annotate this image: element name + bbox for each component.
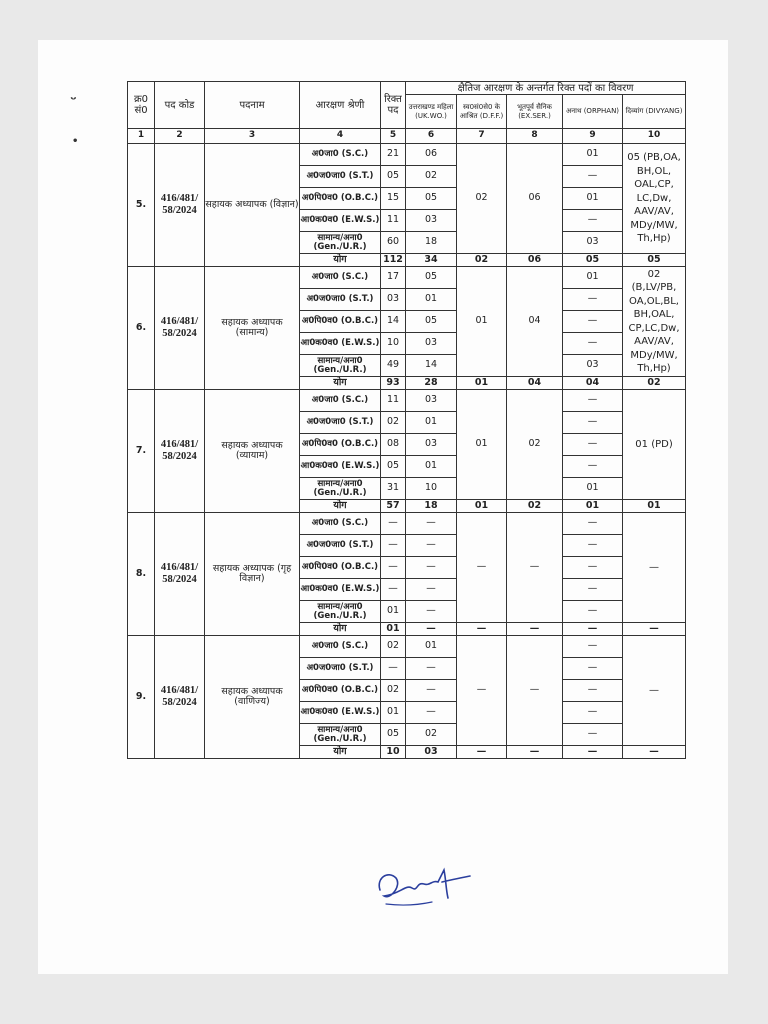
post-code: 416/481/ 58/2024 [155, 636, 205, 759]
col-number: 2 [155, 129, 205, 144]
table-row [128, 513, 686, 535]
post-designation: सहायक अध्यापक (गृह विज्ञान) [205, 513, 300, 636]
category-label: अ0जा0 (S.C.) [300, 144, 381, 166]
uk-wo-count: 05 [406, 188, 457, 210]
total-uk-wo: 28 [406, 377, 457, 390]
col-number: 3 [205, 129, 300, 144]
header-designation: पदनाम [205, 82, 300, 129]
vacant-count: — [381, 658, 406, 680]
total-label: योग [300, 254, 381, 267]
total-uk-wo: 03 [406, 746, 457, 759]
divyang-count: 02 (B,LV/PB, OA,OL,BL, BH,OAL, CP,LC,Dw, AAV/AV, MDy/MW, Th,Hp) [623, 267, 686, 377]
total-divyang: 02 [623, 377, 686, 390]
header-orphan: अनाथ (ORPHAN) [563, 95, 623, 129]
uk-wo-count: 03 [406, 390, 457, 412]
vacant-count: — [381, 513, 406, 535]
total-exser: — [507, 623, 563, 636]
category-label: अ0ज0जा0 (S.T.) [300, 412, 381, 434]
post-sno: 7. [128, 390, 155, 513]
uk-wo-count: 01 [406, 412, 457, 434]
divyang-count: — [623, 513, 686, 623]
post-sno: 6. [128, 267, 155, 390]
total-label: योग [300, 623, 381, 636]
exser-count: — [507, 513, 563, 623]
category-label: सामान्य/अना0 (Gen./U.R.) [300, 724, 381, 746]
orphan-count: — [563, 702, 623, 724]
category-label: अ0पि0व0 (O.B.C.) [300, 557, 381, 579]
post-code: 416/481/ 58/2024 [155, 390, 205, 513]
post-code: 416/481/ 58/2024 [155, 267, 205, 390]
header-horizontal-title: क्षैतिज आरक्षण के अन्तर्गत रिक्त पदों का विवरण [406, 82, 686, 95]
total-divyang: 05 [623, 254, 686, 267]
category-label: आ0क0व0 (E.W.S.) [300, 210, 381, 232]
orphan-count: — [563, 557, 623, 579]
uk-wo-count: 01 [406, 289, 457, 311]
total-uk-wo: — [406, 623, 457, 636]
header-post-code: पद कोड [155, 82, 205, 129]
orphan-count: — [563, 535, 623, 557]
orphan-count: — [563, 434, 623, 456]
total-label: योग [300, 746, 381, 759]
table-row [128, 267, 686, 289]
signature [372, 856, 492, 912]
category-label: अ0पि0व0 (O.B.C.) [300, 311, 381, 333]
uk-wo-count: 03 [406, 210, 457, 232]
header-exser: भूतपूर्व सैनिक (EX.SER.) [507, 95, 563, 129]
vacant-count: 03 [381, 289, 406, 311]
orphan-count: — [563, 289, 623, 311]
uk-wo-count: 02 [406, 724, 457, 746]
margin-mark: ᵕ [70, 92, 77, 108]
uk-wo-count: — [406, 702, 457, 724]
total-orphan: 04 [563, 377, 623, 390]
orphan-count: — [563, 390, 623, 412]
vacant-count: 11 [381, 210, 406, 232]
header-uk-wo: उत्तराखण्ड महिला (UK.WO.) [406, 95, 457, 129]
exser-count: 02 [507, 390, 563, 500]
total-exser: 04 [507, 377, 563, 390]
total-orphan: 05 [563, 254, 623, 267]
col-number: 9 [563, 129, 623, 144]
orphan-count: — [563, 579, 623, 601]
total-divyang: — [623, 746, 686, 759]
header-dff: स्व0सं0से0 के आश्रित (D.F.F.) [457, 95, 507, 129]
orphan-count: — [563, 658, 623, 680]
vacant-count: 21 [381, 144, 406, 166]
category-label: अ0ज0जा0 (S.T.) [300, 658, 381, 680]
vacant-count: 01 [381, 702, 406, 724]
total-vacant: 10 [381, 746, 406, 759]
vacant-count: 49 [381, 355, 406, 377]
uk-wo-count: 05 [406, 311, 457, 333]
uk-wo-count: — [406, 680, 457, 702]
uk-wo-count: 06 [406, 144, 457, 166]
category-label: अ0ज0जा0 (S.T.) [300, 289, 381, 311]
vacant-count: 15 [381, 188, 406, 210]
category-label: अ0पि0व0 (O.B.C.) [300, 188, 381, 210]
exser-count: 04 [507, 267, 563, 377]
category-label: अ0ज0जा0 (S.T.) [300, 166, 381, 188]
orphan-count: — [563, 513, 623, 535]
post-designation: सहायक अध्यापक (वाणिज्य) [205, 636, 300, 759]
total-vacant: 93 [381, 377, 406, 390]
orphan-count: 01 [563, 267, 623, 289]
vacant-count: 60 [381, 232, 406, 254]
category-label: आ0क0व0 (E.W.S.) [300, 333, 381, 355]
uk-wo-count: 18 [406, 232, 457, 254]
vacant-count: 01 [381, 601, 406, 623]
orphan-count: 03 [563, 355, 623, 377]
table-row [128, 636, 686, 658]
margin-mark: • [72, 136, 79, 147]
orphan-count: — [563, 412, 623, 434]
total-dff: — [457, 746, 507, 759]
header-vacant: रिक्त पद [381, 82, 406, 129]
vacant-count: 08 [381, 434, 406, 456]
category-label: सामान्य/अना0 (Gen./U.R.) [300, 355, 381, 377]
dff-count: — [457, 513, 507, 623]
vacant-count: 17 [381, 267, 406, 289]
uk-wo-count: — [406, 535, 457, 557]
post-sno: 9. [128, 636, 155, 759]
table-row [128, 144, 686, 166]
uk-wo-count: 03 [406, 434, 457, 456]
orphan-count: — [563, 680, 623, 702]
col-number: 4 [300, 129, 381, 144]
total-dff: 01 [457, 377, 507, 390]
vacant-count: 02 [381, 412, 406, 434]
uk-wo-count: — [406, 658, 457, 680]
category-label: सामान्य/अना0 (Gen./U.R.) [300, 232, 381, 254]
exser-count: 06 [507, 144, 563, 254]
post-code: 416/481/ 58/2024 [155, 513, 205, 636]
category-label: आ0क0व0 (E.W.S.) [300, 579, 381, 601]
total-exser: 06 [507, 254, 563, 267]
orphan-count: — [563, 724, 623, 746]
total-divyang: 01 [623, 500, 686, 513]
category-label: आ0क0व0 (E.W.S.) [300, 456, 381, 478]
total-divyang: — [623, 623, 686, 636]
total-vacant: 57 [381, 500, 406, 513]
vacant-count: 05 [381, 166, 406, 188]
exser-count: — [507, 636, 563, 746]
orphan-count: 01 [563, 144, 623, 166]
orphan-count: — [563, 166, 623, 188]
total-exser: — [507, 746, 563, 759]
dff-count: 01 [457, 267, 507, 377]
total-label: योग [300, 500, 381, 513]
total-uk-wo: 34 [406, 254, 457, 267]
post-designation: सहायक अध्यापक (व्यायाम) [205, 390, 300, 513]
divyang-count: 05 (PB,OA, BH,OL, OAL,CP, LC,Dw, AAV/AV, MDy/MW, Th,Hp) [623, 144, 686, 254]
vacant-count: 02 [381, 680, 406, 702]
uk-wo-count: 01 [406, 456, 457, 478]
category-label: आ0क0व0 (E.W.S.) [300, 702, 381, 724]
uk-wo-count: — [406, 557, 457, 579]
vacant-count: 31 [381, 478, 406, 500]
post-designation: सहायक अध्यापक (सामान्य) [205, 267, 300, 390]
orphan-count: — [563, 456, 623, 478]
category-label: अ0जा0 (S.C.) [300, 513, 381, 535]
header-divyang: दिव्यांग (DIVYANG) [623, 95, 686, 129]
category-label: अ0जा0 (S.C.) [300, 390, 381, 412]
category-label: अ0जा0 (S.C.) [300, 267, 381, 289]
uk-wo-count: 03 [406, 333, 457, 355]
category-label: अ0पि0व0 (O.B.C.) [300, 680, 381, 702]
total-dff: 01 [457, 500, 507, 513]
orphan-count: — [563, 210, 623, 232]
total-dff: — [457, 623, 507, 636]
post-code: 416/481/ 58/2024 [155, 144, 205, 267]
uk-wo-count: 10 [406, 478, 457, 500]
uk-wo-count: 01 [406, 636, 457, 658]
uk-wo-count: 14 [406, 355, 457, 377]
orphan-count: — [563, 636, 623, 658]
post-sno: 8. [128, 513, 155, 636]
vacancy-table [127, 81, 686, 759]
total-orphan: — [563, 746, 623, 759]
category-label: सामान्य/अना0 (Gen./U.R.) [300, 478, 381, 500]
divyang-count: 01 (PD) [623, 390, 686, 500]
category-label: अ0जा0 (S.C.) [300, 636, 381, 658]
col-number: 6 [406, 129, 457, 144]
total-uk-wo: 18 [406, 500, 457, 513]
uk-wo-count: 02 [406, 166, 457, 188]
uk-wo-count: — [406, 601, 457, 623]
col-number: 10 [623, 129, 686, 144]
vacant-count: 10 [381, 333, 406, 355]
category-label: अ0पि0व0 (O.B.C.) [300, 434, 381, 456]
post-designation: सहायक अध्यापक (विज्ञान) [205, 144, 300, 267]
divyang-count: — [623, 636, 686, 746]
dff-count: — [457, 636, 507, 746]
col-number: 7 [457, 129, 507, 144]
uk-wo-count: — [406, 579, 457, 601]
orphan-count: — [563, 333, 623, 355]
dff-count: 02 [457, 144, 507, 254]
post-sno: 5. [128, 144, 155, 267]
vacant-count: — [381, 557, 406, 579]
total-orphan: 01 [563, 500, 623, 513]
header-sno: क्र0 सं0 [128, 82, 155, 129]
col-number: 1 [128, 129, 155, 144]
col-number: 5 [381, 129, 406, 144]
uk-wo-count: 05 [406, 267, 457, 289]
orphan-count: 01 [563, 478, 623, 500]
category-label: अ0ज0जा0 (S.T.) [300, 535, 381, 557]
vacant-count: 02 [381, 636, 406, 658]
orphan-count: 03 [563, 232, 623, 254]
table-row [128, 390, 686, 412]
vacant-count: — [381, 579, 406, 601]
orphan-count: — [563, 601, 623, 623]
total-label: योग [300, 377, 381, 390]
vacant-count: — [381, 535, 406, 557]
vacant-count: 05 [381, 724, 406, 746]
vacant-count: 11 [381, 390, 406, 412]
total-dff: 02 [457, 254, 507, 267]
vacant-count: 05 [381, 456, 406, 478]
total-exser: 02 [507, 500, 563, 513]
uk-wo-count: — [406, 513, 457, 535]
orphan-count: — [563, 311, 623, 333]
header-category: आरक्षण श्रेणी [300, 82, 381, 129]
orphan-count: 01 [563, 188, 623, 210]
category-label: सामान्य/अना0 (Gen./U.R.) [300, 601, 381, 623]
dff-count: 01 [457, 390, 507, 500]
total-vacant: 01 [381, 623, 406, 636]
vacant-count: 14 [381, 311, 406, 333]
total-orphan: — [563, 623, 623, 636]
col-number: 8 [507, 129, 563, 144]
total-vacant: 112 [381, 254, 406, 267]
